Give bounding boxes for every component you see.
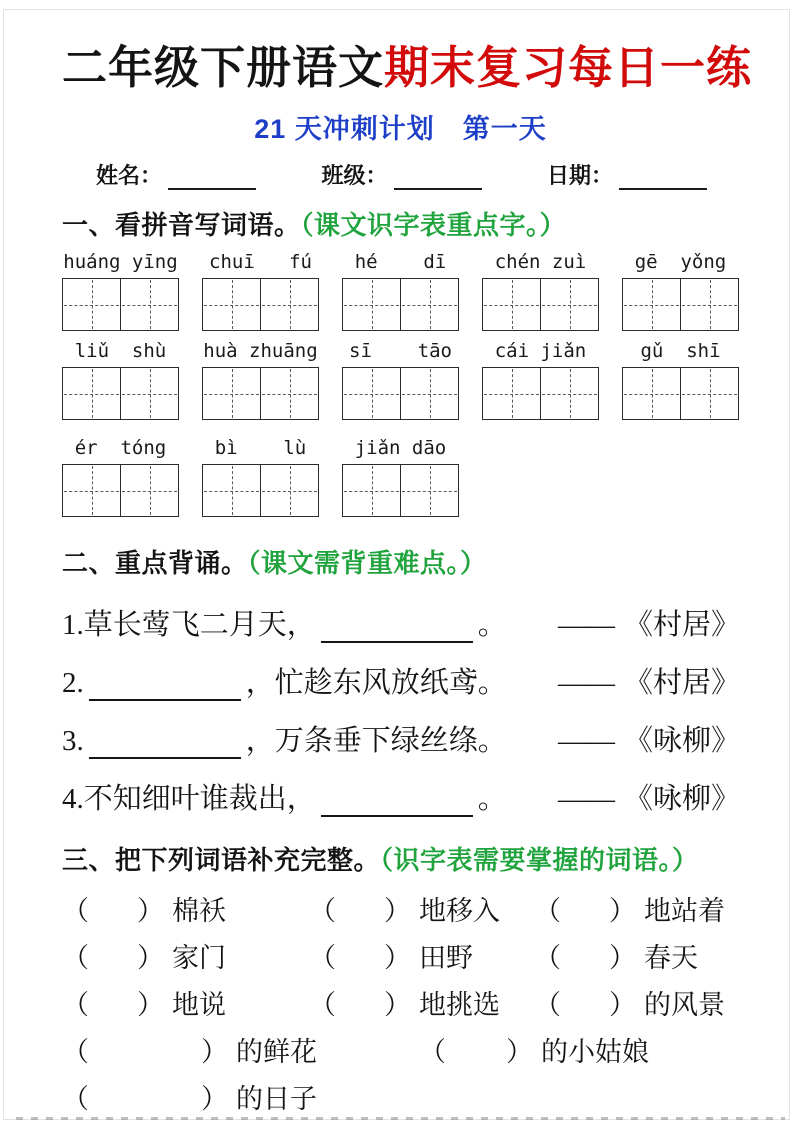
line-text-after: 。 [477,609,507,642]
writing-grid [202,464,319,517]
paren-close: ） [609,896,636,927]
pinyin-word-group [482,251,599,331]
fill-blank [89,749,241,759]
paren-open: （ [309,943,336,974]
writing-cell [260,465,318,516]
word-completion-row-1 [62,889,739,928]
section2-heading-note: （课文需背重难点。） [247,548,487,579]
fill-blank [321,807,473,817]
paren-open: （ [62,990,89,1021]
writing-cell [540,368,598,419]
plan-subtitle: 21 天冲刺计划 第一天 [254,114,547,145]
paren-close: ） [384,896,411,927]
writing-grid [342,367,459,420]
fill-blank [321,633,473,643]
paren-close: ） [137,943,164,974]
word-completion-item [534,983,725,1022]
paren-close: ） [609,990,636,1021]
paren-close: ） [384,943,411,974]
word-text: 春天 [644,943,698,974]
pinyin-row-1 [62,251,739,331]
date-field [547,159,707,190]
writing-grid [342,278,459,331]
word-completion-item [309,936,534,975]
word-completion-row-5 [62,1077,739,1116]
section3-heading-text: 三、把下列词语补充完整。 [62,845,381,876]
line-text-after: 。 [477,783,507,816]
writing-cell [120,368,178,419]
writing-cell [680,368,738,419]
poem-source: 《咏柳》 [623,725,740,758]
pinyin-row-2 [62,340,739,420]
section3-heading [62,840,739,877]
pinyin-label: liǔ shù [74,340,167,363]
paren-close: ） [137,896,164,927]
word-completion-item [62,983,309,1022]
line-text-before: 2. [62,667,84,700]
writing-cell [400,279,458,330]
writing-grid [622,367,739,420]
em-dash: —— [557,725,614,758]
paren-open: （ [534,896,561,927]
poem-source: 《村居》 [623,609,740,642]
name-label: 姓名： [96,163,163,189]
name-field [96,159,256,190]
word-text: 地站着 [644,896,725,927]
writing-cell [120,465,178,516]
pinyin-label: huà zhuāng [203,340,318,363]
paren-open: （ [309,896,336,927]
writing-cell [203,465,260,516]
pinyin-label: ér tóng [74,437,167,460]
pinyin-word-group [62,251,179,331]
writing-grid [482,367,599,420]
pinyin-word-group [342,251,459,331]
line-text-before: 4.不知细叶谁裁出， [62,783,316,816]
writing-cell [63,368,120,419]
word-text: 的风景 [644,990,725,1021]
paren-open: （ [309,990,336,1021]
pinyin-label: bì lù [214,437,307,460]
paren-close: ） [384,990,411,1021]
writing-cell [623,368,680,419]
writing-cell [540,279,598,330]
word-completion-item [534,889,725,928]
paren-close: ） [506,1037,533,1068]
writing-cell [203,279,260,330]
class-blank-line [394,170,482,190]
em-dash: —— [557,609,614,642]
pinyin-word-group [62,437,179,517]
pinyin-word-group [342,437,459,517]
word-completion-item [309,889,534,928]
word-text: 的日子 [236,1084,317,1115]
title-black-part: 二年级下册语文 [62,43,385,93]
writing-cell [260,279,318,330]
pinyin-label: jiǎn dāo [354,437,447,460]
recite-line-3 [62,718,740,759]
poem-source: 《村居》 [623,667,740,700]
recite-line-2 [62,660,740,701]
pinyin-row-3 [62,437,739,517]
pinyin-word-group [202,437,319,517]
writing-grid [202,278,319,331]
writing-cell [483,368,540,419]
fill-blank [89,691,241,701]
word-completion-row-4 [62,1030,739,1069]
section3-heading-note: （识字表需要掌握的词语。） [380,845,699,876]
section1-heading-text: 一、看拼音写词语。 [62,210,301,241]
paren-close: ） [137,990,164,1021]
paren-open: （ [62,1037,89,1068]
writing-cell [343,465,400,516]
paren-close: ） [609,943,636,974]
writing-cell [623,279,680,330]
writing-cell [483,279,540,330]
page-title [62,40,753,96]
title-red-part: 期末复习每日一练 [384,43,753,93]
student-info-row [62,159,739,190]
section1-heading [62,205,739,242]
paren-open: （ [62,896,89,927]
word-text: 家门 [172,943,226,974]
pinyin-word-group [482,340,599,420]
pinyin-word-group [622,340,739,420]
word-completion-item [62,1077,317,1116]
word-completion-item [534,936,698,975]
writing-grid [482,278,599,331]
name-blank-line [168,170,256,190]
section1-heading-note: （课文识字表重点字。） [300,210,567,241]
recite-line-1 [62,602,740,643]
writing-grid [202,367,319,420]
writing-cell [400,368,458,419]
em-dash: —— [557,783,614,816]
line-text-after: ，万条垂下绿丝绦。 [245,725,507,758]
writing-grid [62,367,179,420]
word-completion-item [62,889,309,928]
pinyin-label: hé dī [354,251,447,274]
section2-heading-text: 二、重点背诵。 [62,548,248,579]
paren-open: （ [62,1084,89,1115]
word-completion-item [62,1030,419,1069]
recite-line-4 [62,776,740,817]
word-text: 地移入 [419,896,500,927]
paren-open: （ [419,1037,446,1068]
writing-grid [62,464,179,517]
writing-cell [120,279,178,330]
section2-heading [62,543,739,580]
date-label: 日期： [546,163,613,189]
class-label: 班级： [321,163,388,189]
writing-cell [63,279,120,330]
word-text: 的小姑娘 [541,1037,649,1068]
word-text: 的鲜花 [236,1037,317,1068]
poem-source: 《咏柳》 [623,783,740,816]
word-completion-item [309,983,534,1022]
writing-cell [400,465,458,516]
line-text-after: ，忙趁东风放纸鸢。 [245,667,507,700]
pinyin-label: sī tāo [349,340,452,363]
writing-cell [63,465,120,516]
word-text: 地挑选 [419,990,500,1021]
writing-cell [343,368,400,419]
pinyin-word-group [62,340,179,420]
next-page-cutoff-dashes [16,1117,785,1120]
writing-grid [62,278,179,331]
pinyin-label: chuī fú [209,251,312,274]
pinyin-label: cái jiǎn [494,340,587,363]
date-blank-line [619,170,707,190]
pinyin-label: gē yǒng [634,251,727,274]
word-completion-row-3 [62,983,739,1022]
paren-close: ） [201,1037,228,1068]
line-text-before: 1.草长莺飞二月天， [62,609,316,642]
pinyin-label: chén zuì [494,251,587,274]
pinyin-word-group [622,251,739,331]
em-dash: —— [557,667,614,700]
paren-open: （ [534,943,561,974]
writing-grid [342,464,459,517]
pinyin-label: gǔ shī [640,340,721,363]
pinyin-word-group [202,251,319,331]
word-text: 棉袄 [172,896,226,927]
line-text-before: 3. [62,725,84,758]
pinyin-label: huáng yīng [63,251,178,274]
writing-grid [622,278,739,331]
class-field [321,159,481,190]
paren-open: （ [534,990,561,1021]
writing-cell [680,279,738,330]
paren-open: （ [62,943,89,974]
pinyin-word-group [342,340,459,420]
word-text: 田野 [419,943,473,974]
paren-close: ） [201,1084,228,1115]
writing-cell [203,368,260,419]
pinyin-word-group [202,340,319,420]
writing-cell [260,368,318,419]
word-completion-row-2 [62,936,739,975]
writing-cell [343,279,400,330]
word-completion-item [62,936,309,975]
word-text: 地说 [172,990,226,1021]
word-completion-item [419,1030,649,1069]
